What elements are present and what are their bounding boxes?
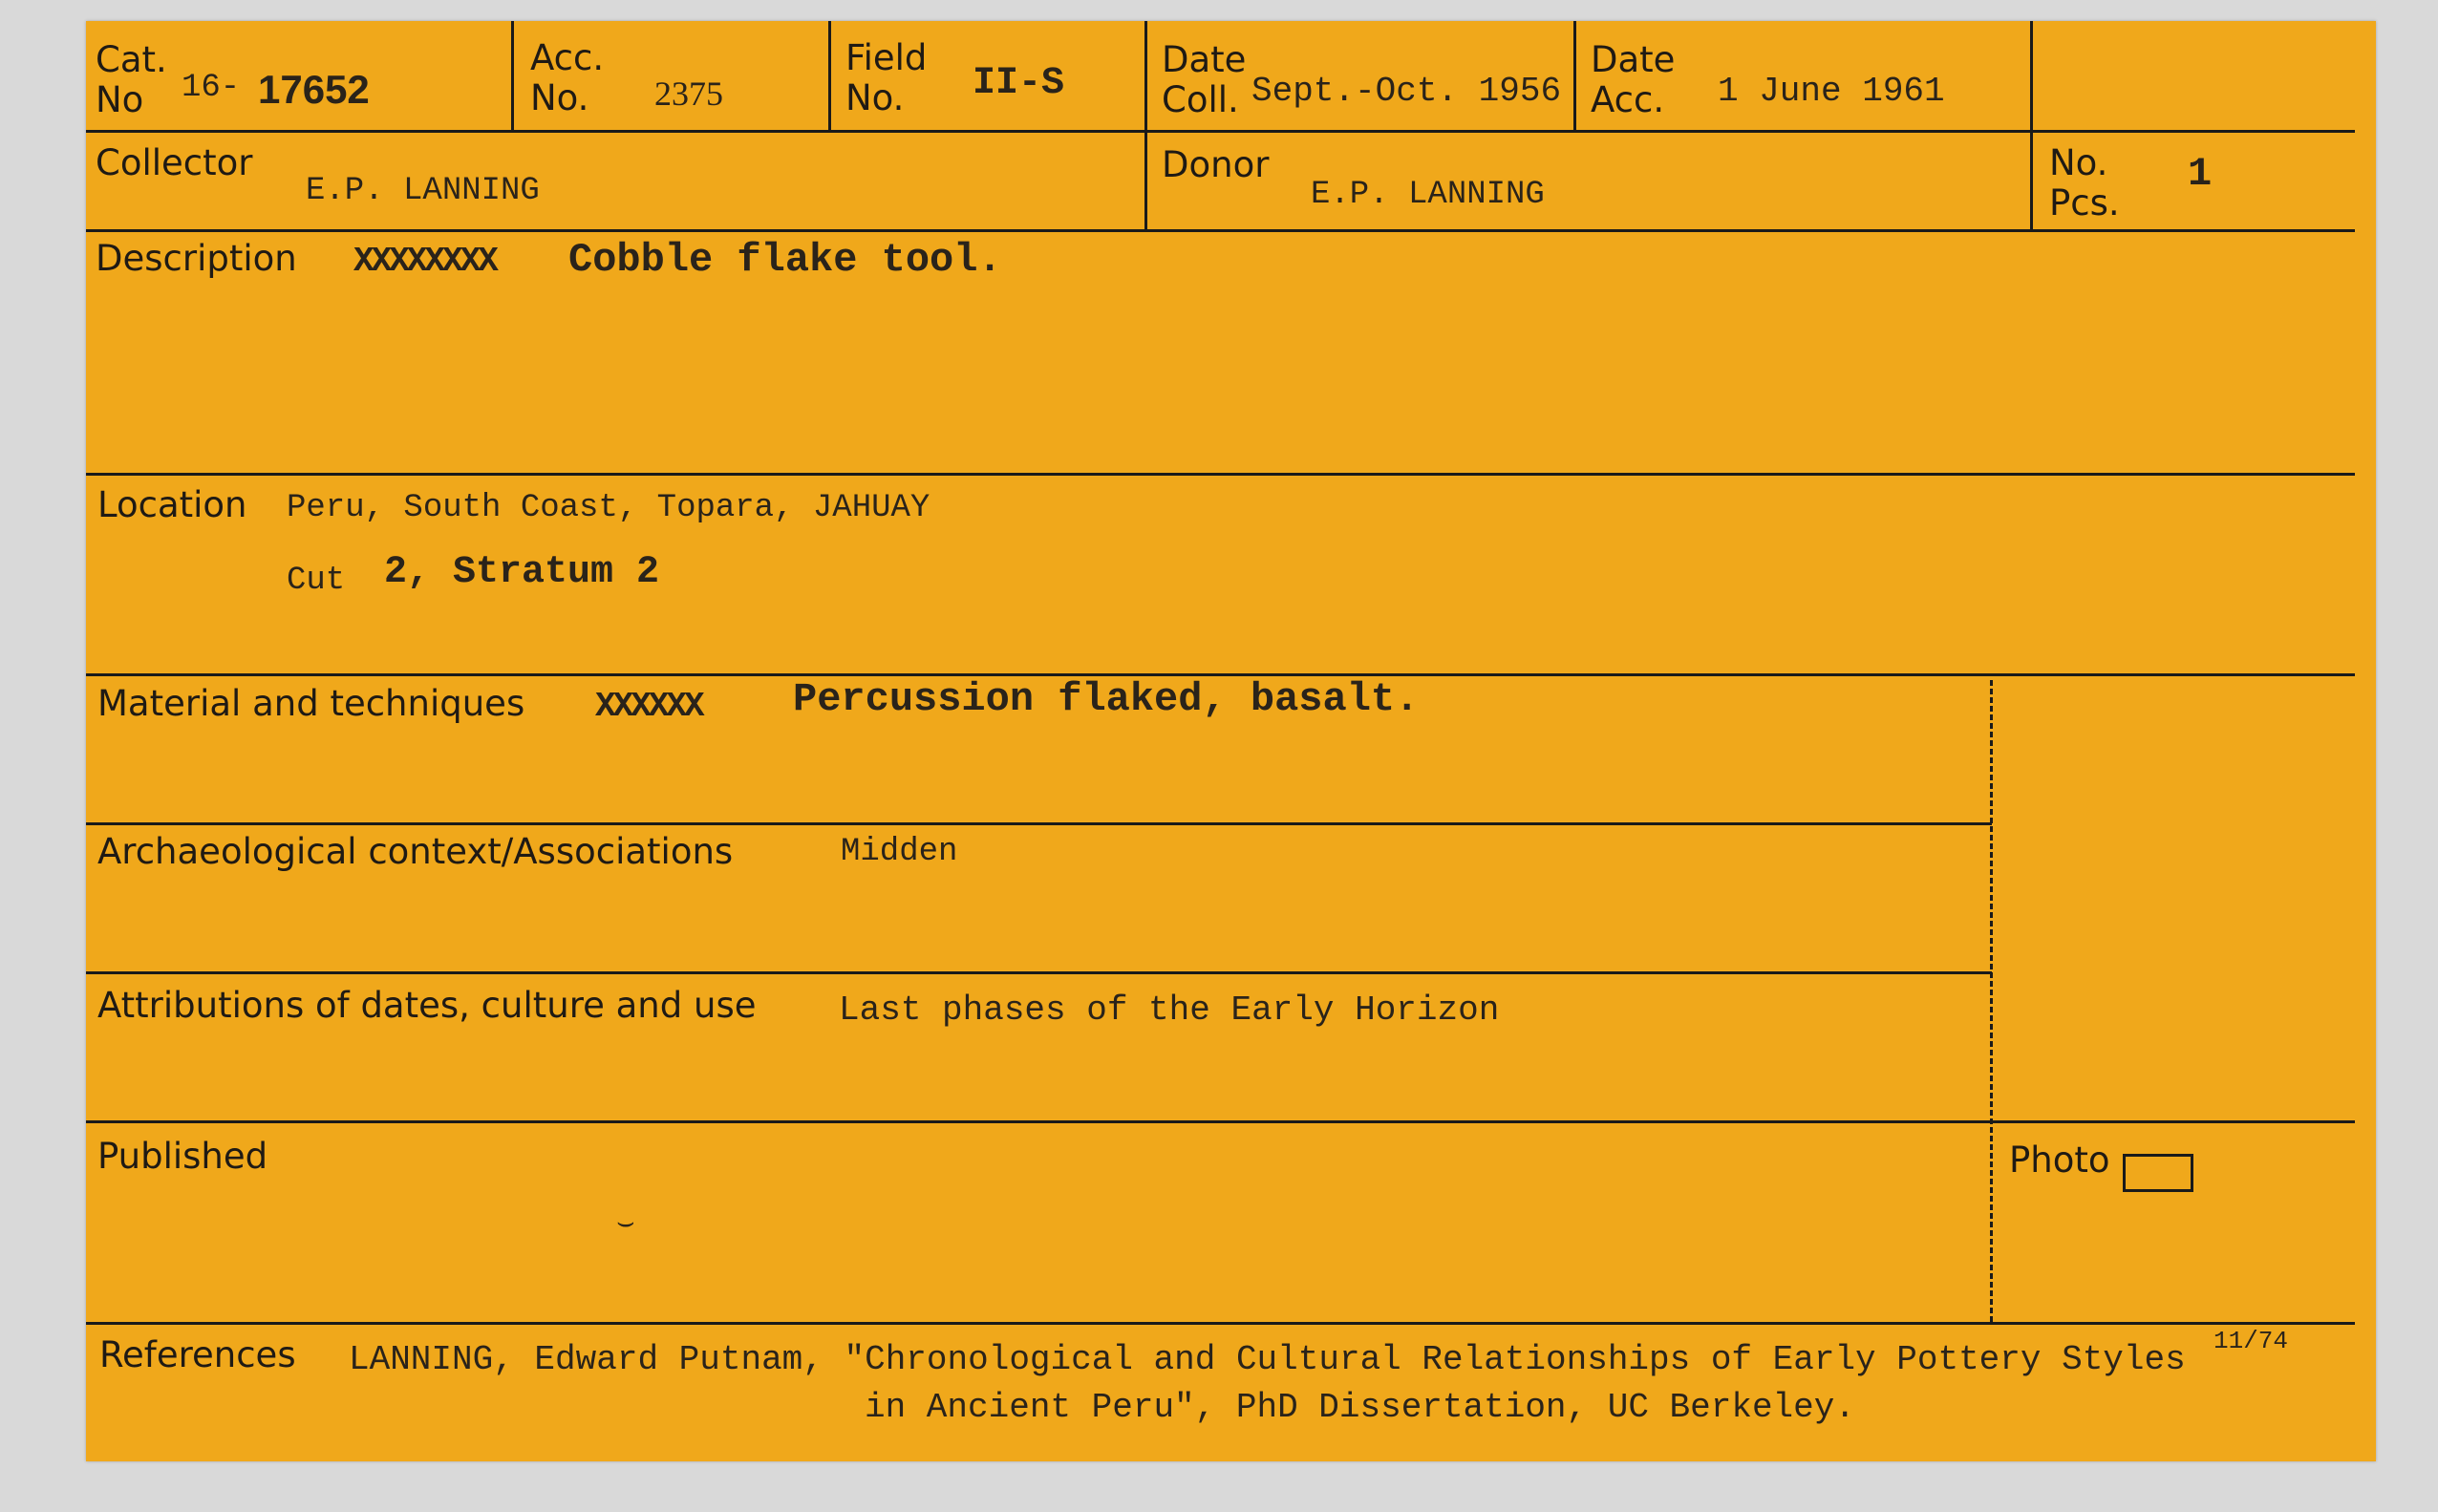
cat-no-label: Cat. No — [96, 39, 167, 120]
description-label: Description — [96, 238, 297, 279]
rule-description-bottom — [86, 473, 2355, 476]
rule-dashed-photo — [1990, 680, 1993, 1322]
acc-no-label: Acc. No. — [530, 37, 605, 118]
description-struck-text: XXXXXXXX — [353, 242, 496, 281]
cut-value: 2, Stratum 2 — [384, 551, 660, 594]
description-value: Cobble flake tool. — [568, 237, 1002, 283]
catalog-card — [86, 21, 2376, 1461]
rule-row2-bottom — [86, 229, 2355, 232]
date-acc-label: Date Acc. — [1591, 39, 1676, 120]
donor-label: Donor — [1162, 144, 1270, 185]
collector-value: E.P. LANNING — [306, 173, 540, 209]
references-line-1: LANNING, Edward Putnam, "Chronological and Cultural Relationships of Early Pottery Styles — [349, 1340, 2186, 1379]
photo-label: Photo — [2009, 1139, 2110, 1181]
rule-context-bottom — [86, 971, 1992, 974]
rule-v-datecoll — [1573, 21, 1576, 130]
published-label: Published — [97, 1136, 268, 1177]
attributions-value: Last phases of the Early Horizon — [839, 990, 1500, 1030]
cat-no-value: 17652 — [258, 67, 370, 112]
material-value: Percussion flaked, basalt. — [793, 676, 1420, 722]
attributions-label: Attributions of dates, culture and use — [97, 985, 757, 1026]
context-label: Archaeological context/Associations — [97, 831, 734, 872]
rule-v-acc — [828, 21, 831, 130]
no-pcs-label: No. Pcs. — [2049, 142, 2120, 224]
form-code: 11/74 — [2213, 1327, 2289, 1355]
rule-v-field — [1144, 21, 1147, 229]
material-struck-text: XXXXXX — [595, 687, 702, 726]
pencil-mark: ⌣ — [616, 1205, 635, 1239]
location-value: Peru, South Coast, Topara, JAHUAY — [287, 490, 930, 526]
rule-header-bottom — [86, 130, 2355, 133]
field-no-value: II-S — [973, 62, 1065, 105]
rule-attributions-bottom — [86, 1120, 2355, 1123]
cut-label: Cut — [287, 563, 346, 599]
field-no-label: Field No. — [845, 37, 928, 118]
material-label: Material and techniques — [97, 683, 525, 724]
acc-no-value: 2375 — [654, 75, 723, 113]
references-label: References — [99, 1334, 296, 1375]
collector-label: Collector — [96, 142, 253, 183]
rule-v-cat — [511, 21, 514, 130]
rule-published-bottom — [86, 1322, 2355, 1325]
cat-no-prefix: 16- — [182, 70, 241, 106]
date-coll-value: Sept.-Oct. 1956 — [1251, 72, 1562, 111]
context-value: Midden — [841, 834, 958, 870]
rule-v-dateacc — [2030, 21, 2033, 229]
references-line-2: in Ancient Peru", PhD Dissertation, UC Berkeley. — [865, 1388, 1855, 1427]
date-acc-value: 1 June 1961 — [1718, 72, 1945, 111]
location-label: Location — [97, 484, 247, 525]
photo-checkbox[interactable] — [2123, 1154, 2193, 1192]
rule-material-bottom — [86, 822, 1992, 825]
donor-value: E.P. LANNING — [1311, 177, 1545, 213]
no-pcs-value: 1 — [2188, 151, 2213, 197]
date-coll-label: Date Coll. — [1162, 39, 1247, 120]
